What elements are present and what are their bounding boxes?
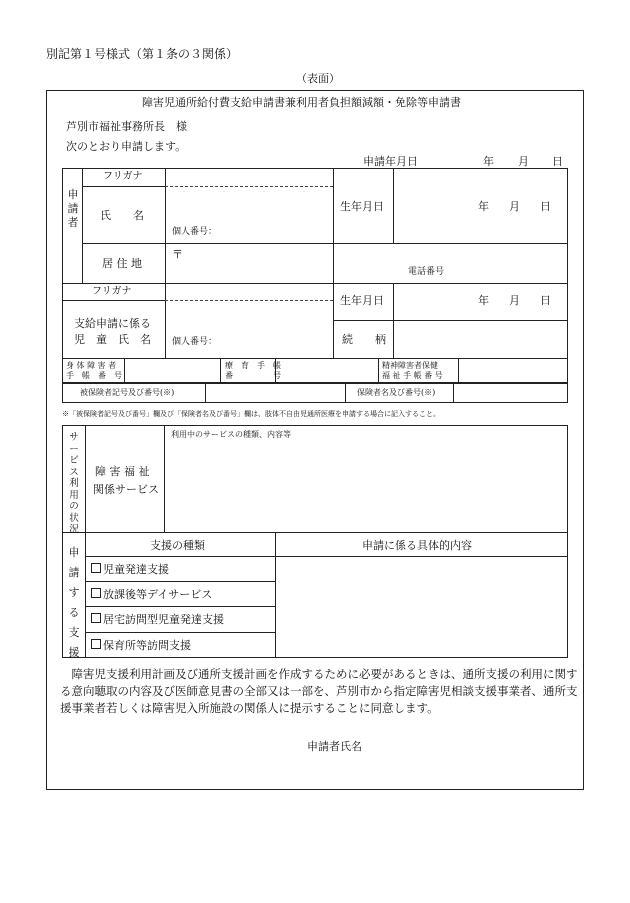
date-label: 申請年月日 xyxy=(363,155,418,168)
addressee: 芦別市福祉事務所長 様 xyxy=(66,120,187,133)
applicant-birth-year: 年 xyxy=(478,200,489,213)
physical-handbook-label-l2: 手 帳 番 号 xyxy=(66,371,122,380)
child-birth-day: 日 xyxy=(540,294,551,307)
services-label-l1: 障 害 福 祉 xyxy=(95,465,150,478)
applicant-name-label: 氏 名 xyxy=(100,209,144,222)
support-option-home-visit[interactable]: 居宅訪問型児童発達支援 xyxy=(91,613,224,625)
signature-label: 申請者氏名 xyxy=(307,740,362,753)
applicant-furigana-label: フリガナ xyxy=(103,171,143,182)
child-name-label-line2: 児 童 氏 名 xyxy=(74,333,151,346)
services-detail-label: 利用中のサービスの種類、内容等 xyxy=(171,430,291,439)
support-section-label: 申請する支援 xyxy=(68,546,80,659)
applicant-birthdate-label: 生年月日 xyxy=(340,200,384,213)
services-section-label: サービス利用の状況 xyxy=(69,432,79,535)
child-birth-year: 年 xyxy=(478,294,489,307)
form-title: 障害児通所給付費支給申請書兼利用者負担額減額・免除等申請書 xyxy=(142,96,461,109)
insured-number-label: 被保険者記号及び番号(※) xyxy=(80,388,175,397)
support-detail-header: 申請に係る具体的内容 xyxy=(362,539,472,552)
child-birthdate-label: 生年月日 xyxy=(340,294,384,307)
child-furigana-label: フリガナ xyxy=(92,286,132,297)
postal-mark: 〒 xyxy=(172,248,183,261)
insurance-note: ※「被保険者記号及び番号」欄及び「保険者名及び番号」欄は、肢体不自由児通所医療を申請する場合に記入すること。 xyxy=(62,410,440,418)
support-option-nursery-visit[interactable]: 保育所等訪問支援 xyxy=(91,639,191,651)
support-option-after-school[interactable]: 放課後等デイサービス xyxy=(91,588,212,600)
applicant-section-label: 申請者 xyxy=(67,188,79,229)
checkbox-icon xyxy=(91,588,101,598)
mental-handbook-label-l2: 福 祉 手 帳 番 号 xyxy=(382,371,443,380)
date-day: 日 xyxy=(552,155,563,168)
date-month: 月 xyxy=(518,155,529,168)
child-name-label-line1: 支給申請に係る xyxy=(74,317,151,330)
applicant-birth-month: 月 xyxy=(509,200,520,213)
services-table xyxy=(62,425,568,533)
checkbox-icon xyxy=(91,563,101,573)
intro-text: 次のとおり申請します。 xyxy=(66,140,187,153)
ryoiku-handbook-label-l2: 番 号 xyxy=(225,371,281,380)
applicant-birth-day: 日 xyxy=(540,200,551,213)
date-year: 年 xyxy=(483,155,494,168)
child-relation-label: 続 柄 xyxy=(342,333,386,346)
applicant-address-label: 居 住 地 xyxy=(102,257,142,270)
physical-handbook-label-l1: 身 体 障 害 者 xyxy=(66,361,117,370)
child-birth-month: 月 xyxy=(509,294,520,307)
insurer-name-label: 保険者名及び番号(※) xyxy=(357,388,436,397)
child-individual-no-label: 個人番号： xyxy=(172,337,218,347)
support-type-header: 支援の種類 xyxy=(150,539,205,552)
support-option-child-development[interactable]: 児童発達支援 xyxy=(91,563,169,575)
mental-handbook-label-l1: 精神障害者保健 xyxy=(382,361,438,370)
services-label-l2: 関係サービス xyxy=(93,483,159,496)
applicant-individual-no-label: 個人番号： xyxy=(172,227,218,237)
applicant-table xyxy=(62,168,568,383)
checkbox-icon xyxy=(91,613,101,623)
form-label: 別記第１号様式（第１条の３関係） xyxy=(46,47,239,61)
ryoiku-handbook-label-l1: 療 育 手 帳 xyxy=(225,361,281,370)
applicant-phone-label: 電話番号 xyxy=(408,267,445,277)
checkbox-icon xyxy=(91,639,101,649)
consent-text: 障害児支援利用計画及び通所支援計画を作成するために必要があるときは、通所支援の利用に関する意向聴取の内容及び医師意見書の全部又は一部を、芦別市から指定障害児相談支援事業者、通所支援事業者若しくは障害児入所施設の関係人に提示することに同意します。 xyxy=(60,667,578,715)
side-label: （表面） xyxy=(296,72,340,85)
